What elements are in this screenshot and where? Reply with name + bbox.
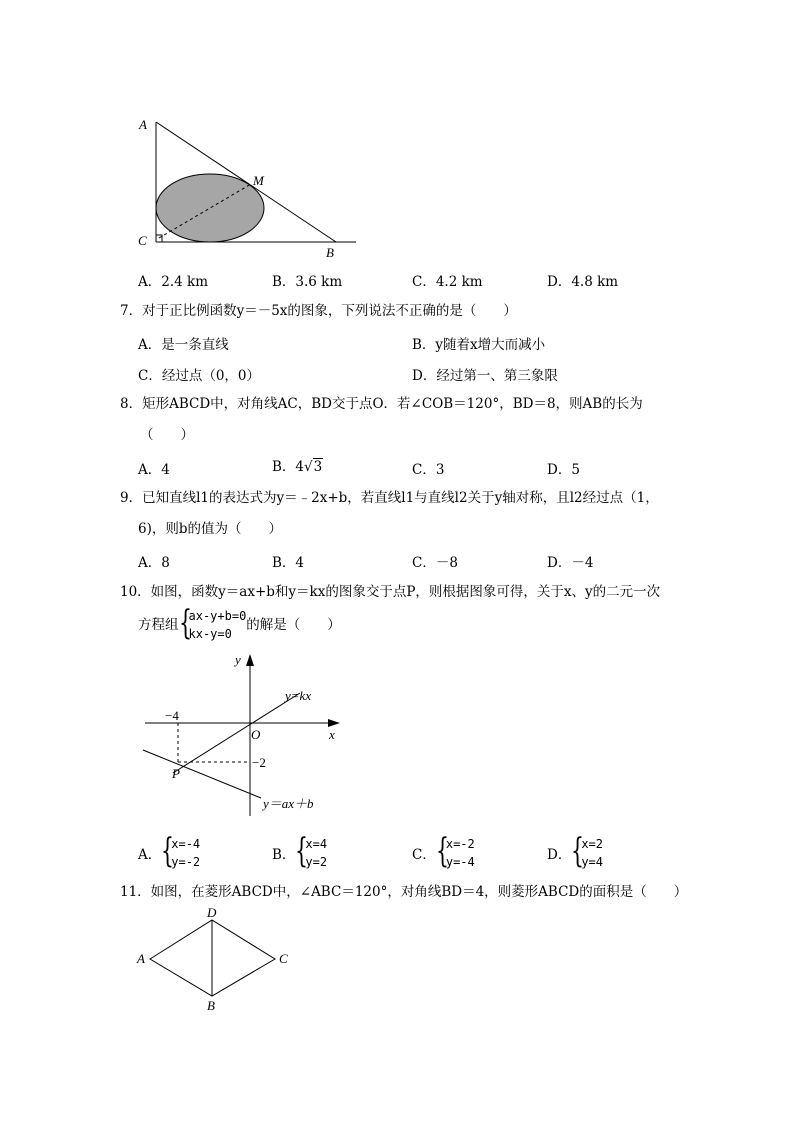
brace-icon: {: [295, 831, 309, 871]
q9-option-c[interactable]: C．－8: [412, 555, 458, 571]
axb-line-label: y＝ax＋b: [263, 796, 314, 811]
q10-stem: 10．如图，函数y＝ax+b和y＝kx的图象交于点P，则根据图象可得，关于x、y的二元一次: [120, 584, 661, 600]
rhombus-label-c: C: [279, 951, 288, 966]
q9-option-a[interactable]: A．8: [138, 555, 170, 571]
rhombus-figure: [130, 900, 300, 1020]
q11-stem: 11．如图，在菱形ABCD中，∠ABC＝120°，对角线BD＝4，则菱形ABCD的面积是（ ）: [120, 884, 688, 900]
q8-option-c[interactable]: C．3: [412, 462, 445, 478]
neg4-label: −4: [165, 708, 179, 723]
rhombus-label-b: B: [207, 998, 215, 1013]
q8-option-b-radicand: 3: [313, 459, 323, 475]
q9-stem-cont: 6)，则b的值为（ ）: [138, 521, 282, 537]
q6-option-b[interactable]: B．3.6 km: [272, 274, 343, 290]
x-axis-label: x: [329, 727, 335, 742]
q8-option-b-prefix: B．4: [272, 459, 305, 475]
neg2-label: −2: [252, 755, 266, 770]
y-axis-label: y: [235, 652, 241, 667]
q8-option-b[interactable]: [272, 455, 323, 475]
q8-stem: 8．矩形ABCD中，对角线AC，BD交于点O．若∠COB＝120°，BD＝8，则AB的长为: [120, 396, 643, 412]
function-graph-figure: [135, 648, 355, 818]
rhombus-label-a: A: [137, 951, 145, 966]
label-a: A: [139, 117, 147, 132]
label-m: M: [253, 173, 264, 188]
equation-2: kx-y=0: [188, 627, 232, 641]
q7-option-c[interactable]: C．经过点（0，0）: [138, 368, 261, 384]
q8-option-d[interactable]: D．5: [547, 462, 580, 478]
rhombus-label-d: D: [207, 905, 217, 920]
p-label: P: [172, 766, 180, 781]
q7-option-b[interactable]: B．y随着x增大而减小: [412, 337, 546, 353]
kx-line-label: y=kx: [285, 688, 312, 703]
q10-option-b[interactable]: B． { x=4 y=2: [272, 831, 328, 871]
label-b: B: [326, 245, 334, 260]
q6-option-c[interactable]: C．4.2 km: [412, 274, 483, 290]
brace-icon: {: [435, 831, 449, 871]
brace-icon: {: [178, 603, 192, 643]
equation-1: ax-y+b=0: [188, 609, 247, 623]
q7-stem: 7．对于正比例函数y＝－5x的图象，下列说法不正确的是（ ）: [120, 303, 517, 319]
q9-option-b[interactable]: B．4: [272, 555, 305, 571]
label-c: C: [138, 233, 147, 248]
triangle-ellipse-figure: [130, 105, 370, 265]
q10-option-a[interactable]: A． { x=-4 y=-2: [138, 831, 201, 871]
q6-option-d[interactable]: D．4.8 km: [547, 274, 619, 290]
origin-label: O: [251, 727, 261, 742]
q10-stem-pre: 方程组: [138, 617, 179, 633]
q7-option-d[interactable]: D．经过第一、第三象限: [412, 368, 558, 384]
q10-option-c[interactable]: C． { x=-2 y=-4: [412, 831, 475, 871]
q8-option-a[interactable]: A．4: [138, 462, 170, 478]
brace-icon: {: [161, 831, 175, 871]
brace-icon: {: [571, 831, 585, 871]
q10-stem-post: 的解是（ ）: [246, 617, 341, 633]
q10-stem-cont: [138, 603, 341, 643]
sqrt-symbol: √3: [304, 459, 323, 475]
q9-stem: 9．已知直线l1的表达式为y＝﹣2x+b，若直线l1与直线l2关于y轴对称，且l2经过点（1，: [120, 490, 659, 506]
equation-system: [178, 603, 247, 643]
q8-stem-cont: （ ）: [140, 427, 194, 443]
q10-option-d[interactable]: D． { x=2 y=4: [547, 831, 604, 871]
q7-option-a[interactable]: A．是一条直线: [138, 337, 229, 353]
q9-option-d[interactable]: D．－4: [547, 555, 594, 571]
q6-option-a[interactable]: A．2.4 km: [138, 274, 208, 290]
